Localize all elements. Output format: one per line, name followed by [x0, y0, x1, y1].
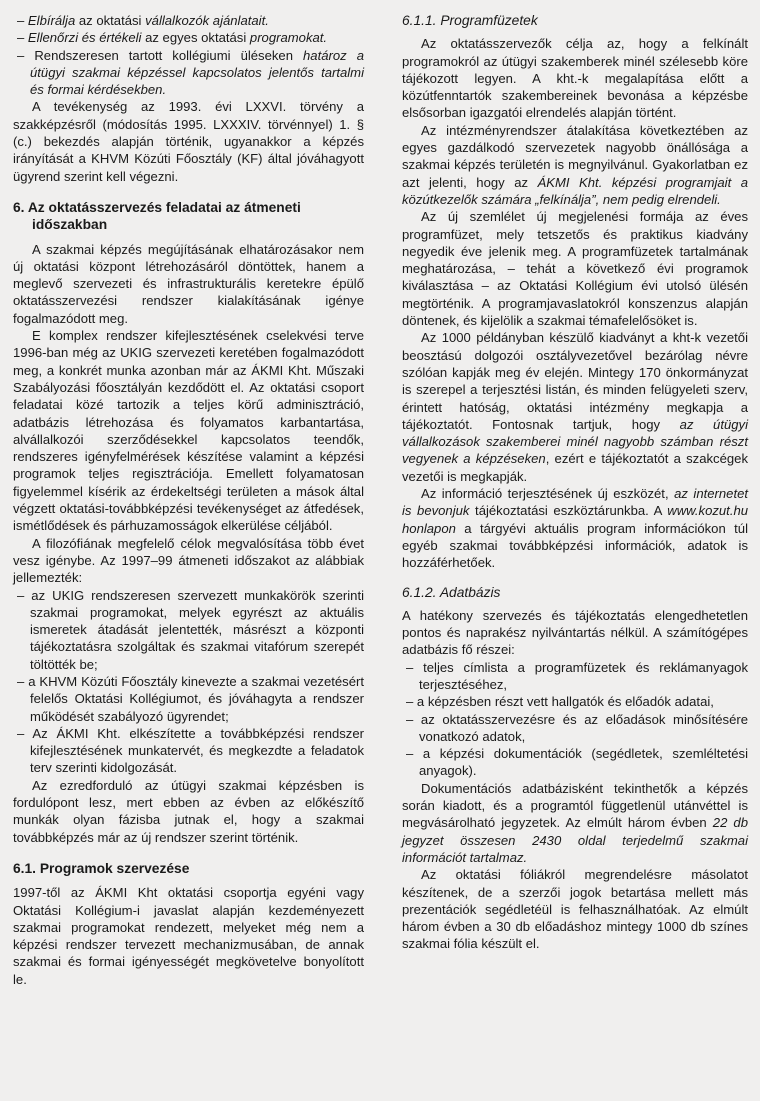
paragraph: Az új szemlélet új megjelenési formája az éves programfüzet, mely tetszetős és praktikus kiadvány negyedik éve jelenik meg. A programfüzetek tartalmának meghatározása, – tehát a következő évi programok kiválasztása – az Oktatási Kollégium évi utolsó ülésén megtörténik. A programjavaslatokról konszenzus alapján döntenek, és kijelölik a szakmai témafelelősöket is. [402, 209, 748, 329]
list-item: – a képzésben részt vett hallgatók és előadók adatai, [406, 694, 714, 710]
italic-text: www.kozut.hu honlapon [402, 503, 749, 536]
text: Az intézményrendszer átalakítása következtében az egyes gazdálkodó szervezetek nagyobb önállósága a szakmai képzés területén is megnyilvánul. Gyakorlatban ez azt jelenti, hogy az [402, 122, 748, 190]
list-item: – Rendszeresen tartott kollégiumi üléseken határoz a útügyi szakmai képzéssel kapcsolatos jelentős tartalmi és formai kérdésekben. [17, 47, 365, 98]
list-item: – a képzési dokumentációk (segédletek, szemléltetési anyagok). [406, 746, 748, 779]
text: a képzésben részt vett hallgatók és előadók adatai, [416, 694, 714, 710]
list-item: – Elbírálja az oktatási vállalkozók ajánlatait. [17, 13, 269, 28]
text: Az információ terjesztésének új eszközét, [421, 486, 675, 502]
italic-text: 22 db jegyzet összesen 2430 oldal terjedelmű szakmai információt tartalmaz. [402, 815, 748, 865]
heading-line: időszakban [32, 217, 108, 233]
paragraph: A szakmai képzés megújításának elhatározásakor nem új oktatási központ létrehozásáról döntöttek, hanem a meglevő szervezeti és infrastrukturális keretekre épülő oktatásszervezési rendszer kialakításának igénye fogalmazódott meg. [13, 241, 364, 326]
text: , ezért e tájékoztatót a szakcégek vezetői is megkapják. [402, 451, 748, 484]
list-item: – a KHVM Közúti Főosztály kinevezte a szakmai vezetésért felelős Oktatási Kollégiumot, és jóváhagyta a rendszer működését szabályozó ügyrendet; [17, 673, 365, 724]
paragraph: A filozófiának megfelelő célok megvalósítása több évet vesz igénybe. Az 1997–99 átmeneti időszakot az alábbiak jellemezték: [13, 535, 364, 586]
text: az egyes oktatási [141, 30, 250, 46]
italic-text: az internetet is bevonjuk [402, 486, 749, 519]
italic-text: ÁKMI Kht. képzési programjait a közútkezelők számára „felkínálja”, nem pedig elrendeli. [402, 174, 748, 207]
text: a KHVM Közúti Főosztály kinevezte a szakmai vezetésért felelős Oktatási Kollégiumot, és jóváhagyta a rendszer működését szabályozó ügyrendet; [28, 673, 365, 724]
paragraph: E komplex rendszer kifejlesztésének cselekvési terve 1996-ban még az UKIG szervezeti keretében fogalmazódott meg, a konkrét munka azonban már az ÁKMI Kht. Műszaki Szabályozási főosztályán kezdődött el. Az oktatási csoport feladatai közé tartozik a teljes körű adminisztráció, adatbázis létrehozása és folyamatos karbantartása, alvállalkozói szerződésekkel kapcsolatos teendők, rendszeres igényfelmérések készítése valamint a képzési programok teljes regisztrációja. Emellett folyamatosan figyelemmel kísérik az érdekeltségi területen a mások által végzett oktatási-továbbképzési tevékenységet az átfedések, ismétlődések és párhuzamosságok elkerülése céljából. [13, 328, 364, 534]
section-heading [13, 199, 364, 234]
text: Rendszeresen tartott kollégiumi üléseken [34, 47, 304, 63]
paragraph: Az oktatási fóliákról megrendelésre másolatot készítenek, de a szerzői jogok betartása mellett más prezentációk segédletéül is felhasználhatóak. Az elmúlt három évben a 30 db előadáshoz mintegy 1000 db színes szakmai fólia készült el. [402, 867, 748, 952]
subsection-heading: 6.1.1. Programfüzetek [402, 13, 538, 28]
italic-text: vállalkozók ajánlatait. [145, 13, 269, 28]
left-column [13, 12, 364, 988]
italic-text: Elbírálja [27, 13, 76, 28]
subsection-heading: 6.1. Programok szervezése [13, 860, 190, 876]
text: Dokumentációs adatbázisként tekinthetők a képzés során kiadott, és a programtól függetlenül utánvéttel is megvásárolható jegyzetek. Az elmúlt három évben [402, 780, 748, 831]
italic-text: határoz a útügyi szakmai képzéssel kapcsolatos jelentős tartalmi és formai kérdésekben. [30, 47, 365, 98]
text: Az 1000 példányban készülő kiadványt a kht-k vezetői beosztású dolgozói osztályvezetővel bezárólag névre szólóan kapják meg év elején. Mintegy 170 önkormányzat is szerepel a terjesztési listán, és minden felügyeleti szerv, érintett hatóság, oktatási intézmény megkapja a tájékoztatót. Fontosnak tartjuk, hogy [402, 330, 748, 432]
right-column [402, 12, 748, 953]
paragraph [402, 485, 748, 571]
text: a képzési dokumentációk (segédletek, szemléltetési anyagok). [419, 746, 748, 779]
text: az UKIG rendszeresen szervezett munkakörök szerinti szakmai programokat, melyek egyrészt az aktuális ismeretek átadását jelentették, másrészt a központi tájékoztatásra szolgáltak és szakmai vitafórum szerepét töltötték be; [30, 587, 364, 672]
paragraph: A hatékony szervezés és tájékoztatás elengedhetetlen pontos és naprakész nyilvántartás nélkül. A számítógépes adatbázis fő részei: [402, 607, 748, 658]
list-item: – Az ÁKMI Kht. elkészítette a továbbképzési rendszer kifejlesztésének munkatervét, és megkezdte a feladatok terv szerinti kidolgozását. [17, 725, 364, 776]
paragraph: 1997-től az ÁKMI Kht oktatási csoportja egyéni vagy Oktatási Kollégium-i javaslat alapján kezdeményezett szakmai programokat rendezett, melyeket még nem a képzési rendszer tervezett mechanizmusában, de annak szakmai és formai igényességét megkövetelve bonyolított le. [13, 885, 364, 987]
italic-text: programokat. [249, 30, 328, 46]
list-item: – Ellenőrzi és értékeli az egyes oktatási programokat. [17, 30, 328, 46]
paragraph: Az ezredforduló az útügyi szakmai képzésben is fordulópont lesz, mert ebben az évben az előkészítő munkák olyan fázisba jutnak el, hogy a szakmai továbbképzés már az új rendszer szerint történik. [13, 777, 364, 845]
paragraph [402, 329, 748, 485]
paragraph [402, 780, 748, 866]
heading-line: 6. Az oktatásszervezés feladatai az átmeneti [13, 199, 301, 215]
list-item: – az oktatásszervezésre és az előadások minősítésére vonatkozó adatok, [406, 711, 748, 744]
text: az oktatásszervezésre és az előadások minősítésére vonatkozó adatok, [419, 711, 748, 744]
paragraph [402, 122, 748, 208]
paragraph: A tevékenység az 1993. évi LXXVI. törvény a szakképzésről (módosítás 1995. LXXXIV. törvénnyel) 1. § (c.) bekezdés alapján történik, ugyanakkor a képzés irányítását a KHVM Közúti Főosztály (KF) által jóváhagyott ügyrend szerint kell végezni. [13, 99, 364, 184]
text: az oktatási [75, 13, 146, 28]
text: tájékoztatási eszköztárunkba. A [469, 503, 668, 519]
list-item: – az UKIG rendszeresen szervezett munkakörök szerinti szakmai programokat, melyek egyrészt az aktuális ismeretek átadását jelentették, másrészt a központi tájékoztatásra szolgáltak és szakmai vitafórum szerepét töltötték be; [17, 587, 364, 672]
italic-text: Ellenőrzi és értékeli [27, 30, 142, 46]
subsection-heading: 6.1.2. Adatbázis [402, 584, 501, 600]
list-item: – teljes címlista a programfüzetek és reklámanyagok terjesztéséhez, [406, 659, 749, 692]
text: teljes címlista a programfüzetek és reklámanyagok terjesztéséhez, [419, 659, 749, 692]
italic-text: az útügyi vállalkozások szakemberei minél nagyobb számban részt vegyenek a képzéseken [402, 416, 748, 467]
paragraph: Az oktatásszervezők célja az, hogy a felkínált programokról az útügyi szakemberek minél szélesebb köre tájékozott legyen. A kht.-k megalapítása előtt a közútfenntartók szakembereinek bevonása a képzésbe elsősorban igazgatói elrendelés alapján történt. [402, 36, 748, 121]
text: Az ÁKMI Kht. elkészítette a továbbképzési rendszer kifejlesztésének munkatervét, és megkezdte a feladatok terv szerinti kidolgozását. [30, 725, 364, 776]
text: a tárgyévi aktuális program információkon túl egyéb szakmai továbbképzési információk, adatok is hozzáférhetőek. [402, 520, 748, 571]
